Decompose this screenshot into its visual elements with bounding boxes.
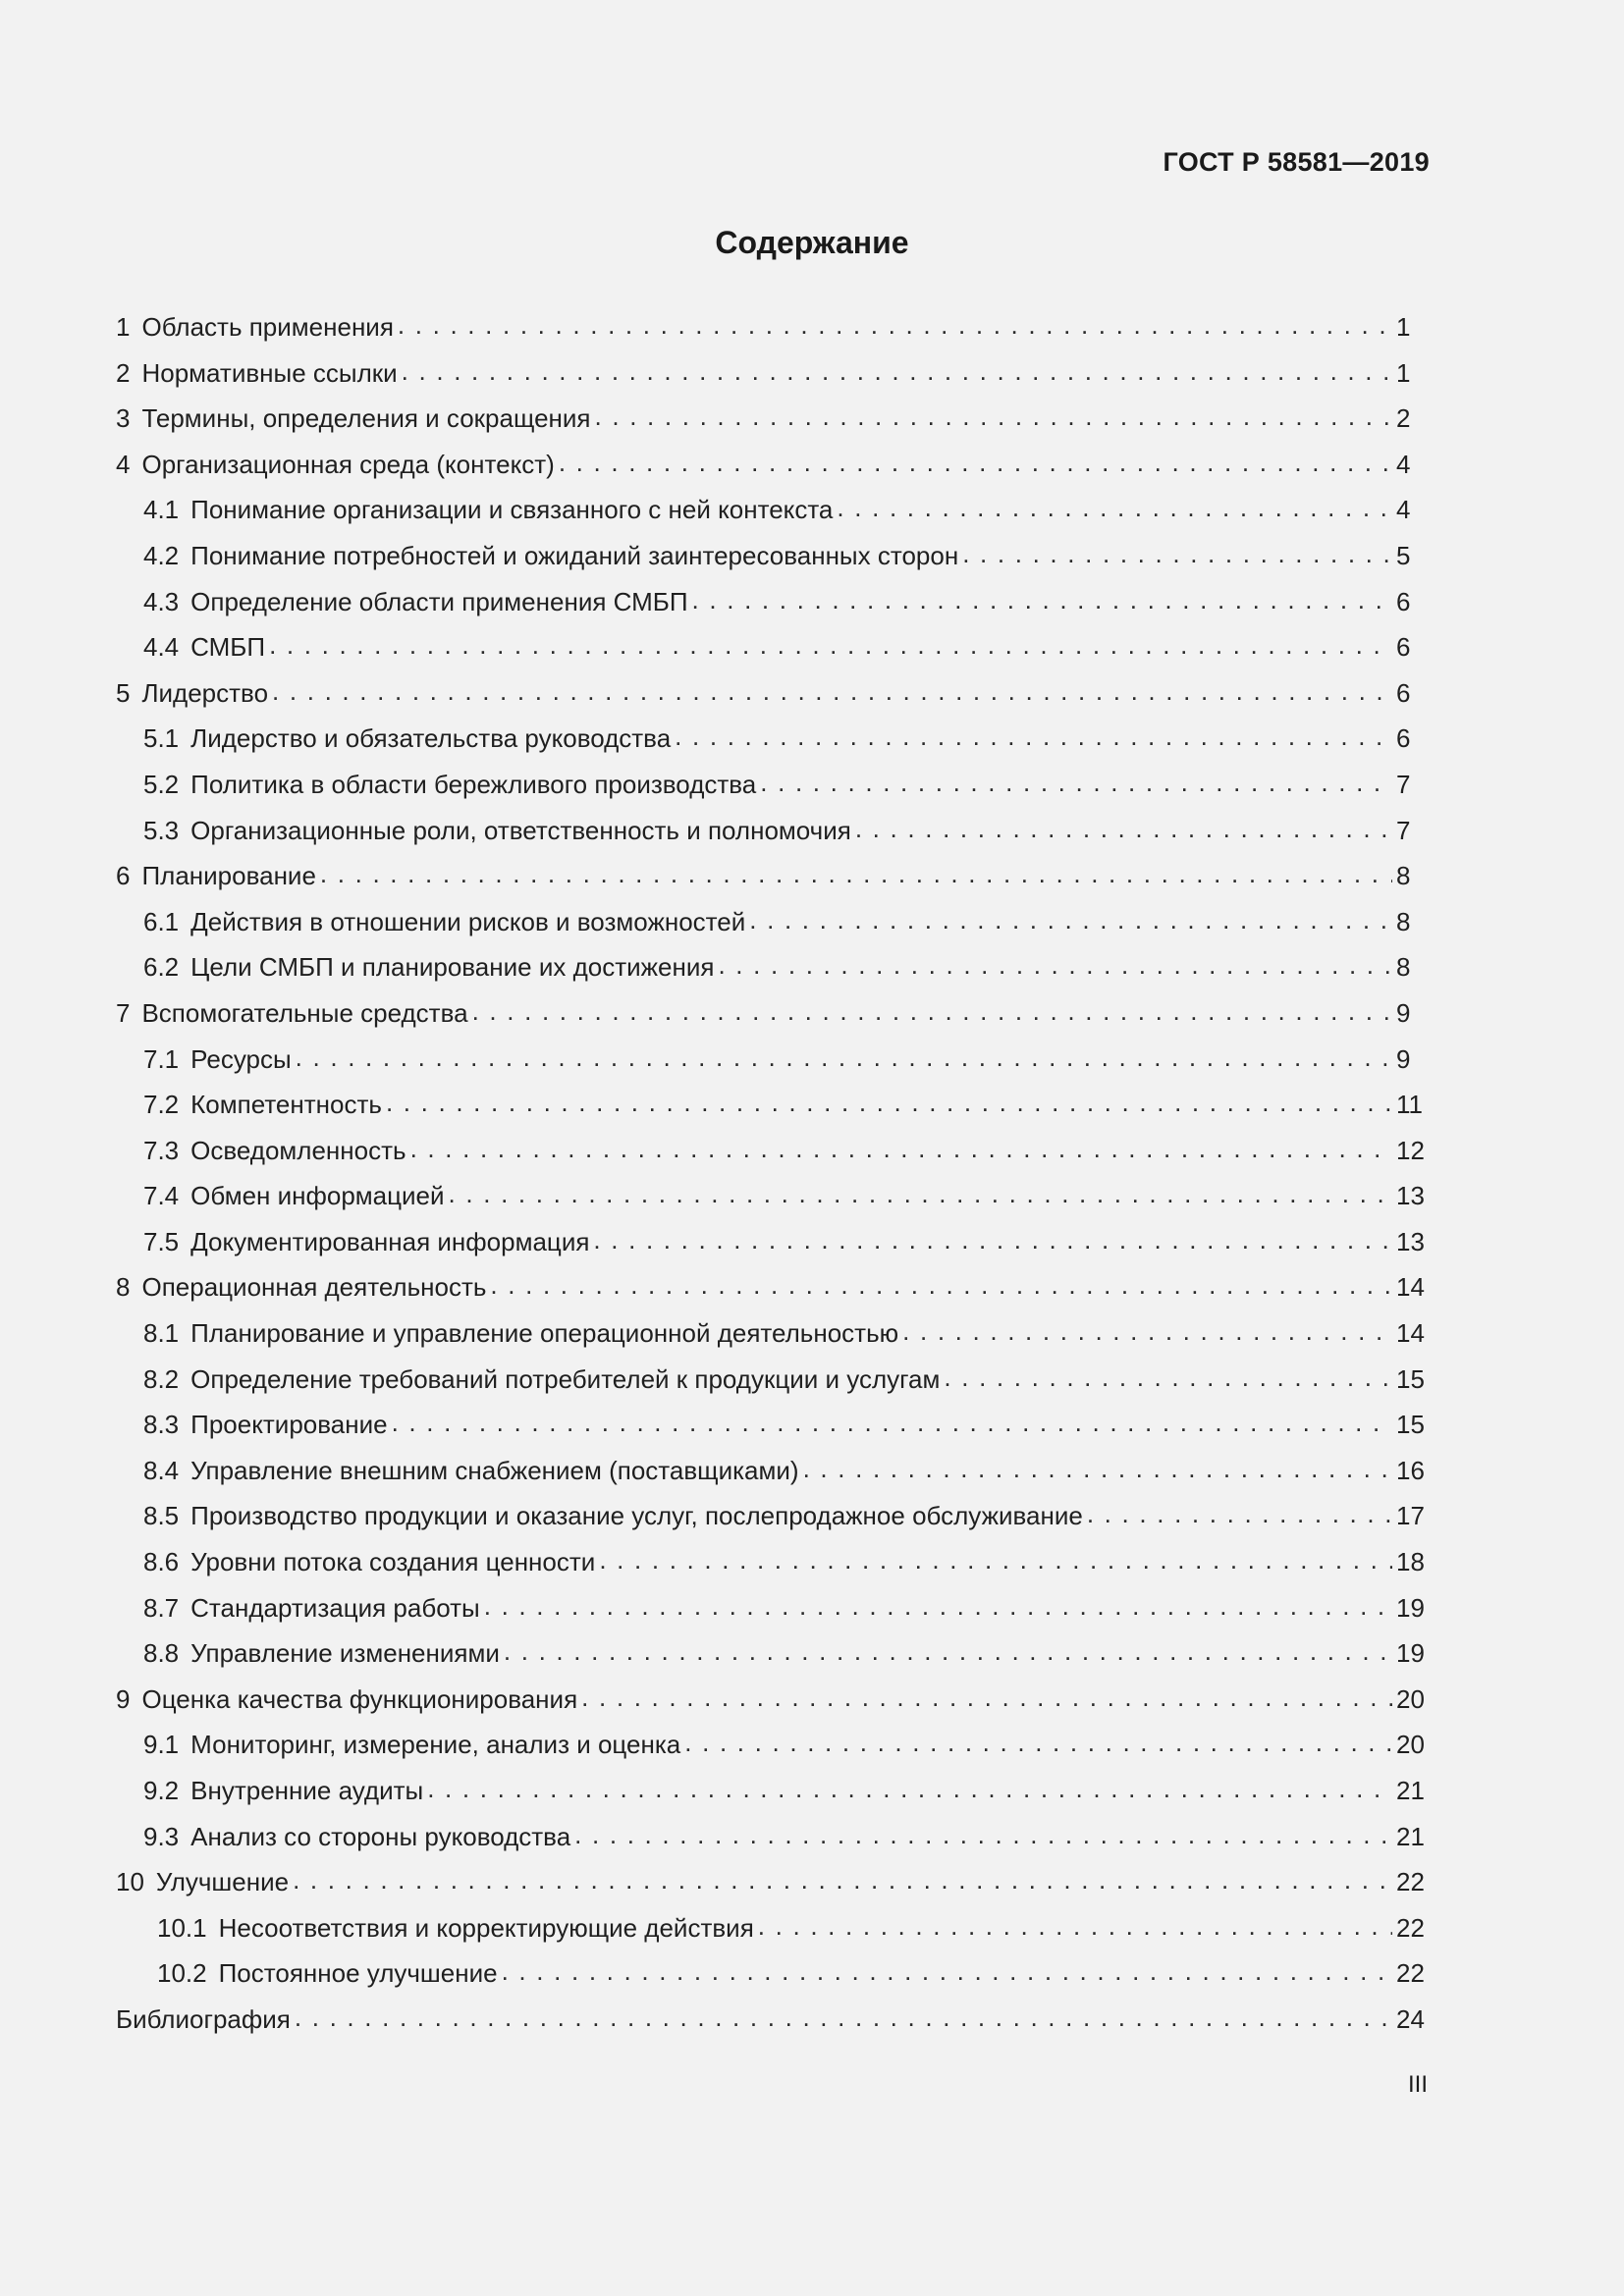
toc-entry-number: 8.2 xyxy=(143,1363,180,1394)
dot-leader xyxy=(559,440,1392,486)
toc-entry[interactable] xyxy=(116,1997,1432,2043)
dot-leader xyxy=(574,1812,1392,1858)
dot-leader xyxy=(293,1857,1392,1903)
dot-leader xyxy=(1087,1491,1392,1537)
toc-entry-page: 20 xyxy=(1396,1730,1425,1760)
toc-entry-title: Термины, определения и сокращения xyxy=(141,403,591,434)
toc-entry-number: 8.3 xyxy=(143,1410,180,1440)
toc-entry-title: Планирование и управление операционной деятельностью xyxy=(190,1318,899,1349)
toc-entry-title: Мониторинг, измерение, анализ и оценка xyxy=(190,1730,681,1760)
toc-entry-title: Обмен информацией xyxy=(190,1181,445,1211)
toc-entry[interactable] xyxy=(116,944,1432,990)
toc-entry-title: Область применения xyxy=(141,312,394,342)
toc-entry-page: 6 xyxy=(1396,586,1411,616)
toc-entry-page: 21 xyxy=(1396,1776,1425,1805)
toc-entry-page: 19 xyxy=(1396,1638,1425,1669)
toc-entry-title: Анализ со стороны руководства xyxy=(190,1821,571,1851)
toc-entry-page: 14 xyxy=(1396,1272,1425,1303)
toc-entry[interactable] xyxy=(116,1539,1432,1585)
toc-entry-page: 2 xyxy=(1396,403,1411,434)
toc-entry-number: 5 xyxy=(116,677,131,708)
toc-entry-title: Документированная информация xyxy=(190,1226,590,1256)
toc-entry[interactable] xyxy=(116,1722,1432,1768)
toc-entry-number: 5.2 xyxy=(143,769,180,799)
toc-entry-page: 6 xyxy=(1396,723,1411,754)
toc-entry-page: 20 xyxy=(1396,1683,1425,1714)
toc-entry-page: 1 xyxy=(1396,312,1411,342)
toc-entry[interactable] xyxy=(116,1173,1432,1219)
toc-entry-number: 6 xyxy=(116,861,131,891)
toc-entry-page: 15 xyxy=(1396,1410,1425,1440)
dot-leader xyxy=(855,806,1392,852)
dot-leader xyxy=(398,302,1392,348)
toc-entry[interactable] xyxy=(116,899,1432,945)
dot-leader xyxy=(593,1217,1392,1263)
toc-entry-number: 9.1 xyxy=(143,1730,180,1760)
dot-leader xyxy=(484,1583,1392,1629)
toc-entry[interactable] xyxy=(116,304,1432,350)
toc-entry-title: СМБП xyxy=(190,632,266,663)
toc-entry-title: Вспомогательные средства xyxy=(141,997,468,1028)
dot-leader xyxy=(595,394,1393,440)
toc-entry-page: 7 xyxy=(1396,815,1411,845)
dot-leader xyxy=(490,1262,1392,1308)
toc-entry[interactable] xyxy=(116,1950,1432,1997)
toc-entry-number: 9.3 xyxy=(143,1821,180,1851)
page-number: III xyxy=(1407,2071,1428,2098)
dot-leader xyxy=(449,1171,1392,1217)
toc-entry-number: 7.5 xyxy=(143,1226,180,1256)
toc-entry[interactable] xyxy=(116,1493,1432,1539)
toc-entry-page: 7 xyxy=(1396,769,1411,799)
dot-leader xyxy=(599,1537,1392,1583)
dot-leader xyxy=(427,1766,1392,1812)
toc-entry-title: Нормативные ссылки xyxy=(141,357,398,388)
toc-entry-number: 4.4 xyxy=(143,632,180,663)
toc-entry[interactable] xyxy=(116,670,1432,717)
toc-entry-title: Организационная среда (контекст) xyxy=(141,449,555,479)
toc-entry[interactable] xyxy=(116,1677,1432,1723)
toc-entry-title: Понимание организации и связанного с ней контекста xyxy=(190,495,834,525)
toc-entry-number: 7.3 xyxy=(143,1135,180,1165)
dot-leader xyxy=(504,1629,1392,1675)
toc-entry-page: 6 xyxy=(1396,677,1411,708)
toc-entry-title: Оценка качества функционирования xyxy=(141,1683,578,1714)
toc-entry-number: 3 xyxy=(116,403,131,434)
toc-entry[interactable] xyxy=(116,1859,1432,1905)
dot-leader xyxy=(803,1446,1392,1492)
toc-entry-page: 18 xyxy=(1396,1547,1425,1577)
dot-leader xyxy=(692,577,1392,623)
toc-entry-page: 17 xyxy=(1396,1501,1425,1531)
toc-entry-page: 22 xyxy=(1396,1867,1425,1897)
toc-entry-page: 8 xyxy=(1396,861,1411,891)
toc-entry-title: Компетентность xyxy=(190,1090,382,1120)
toc-entry[interactable] xyxy=(116,990,1432,1037)
dot-leader xyxy=(684,1720,1392,1766)
toc-entry-number: 4.2 xyxy=(143,540,180,570)
toc-entry-number: 5.1 xyxy=(143,723,180,754)
toc-entry-number: 10.2 xyxy=(157,1958,207,1989)
toc-entry-title: Организационные роли, ответственность и полномочия xyxy=(190,815,851,845)
toc-entry[interactable] xyxy=(116,808,1432,854)
toc-entry-page: 1 xyxy=(1396,357,1411,388)
toc-entry-title: Осведомленность xyxy=(190,1135,406,1165)
dot-leader xyxy=(269,622,1392,668)
toc-entry-title: Постоянное улучшение xyxy=(218,1958,498,1989)
toc-entry-title: Цели СМБП и планирование их достижения xyxy=(190,952,715,983)
toc-entry-page: 12 xyxy=(1396,1135,1425,1165)
dot-leader xyxy=(749,897,1392,943)
dot-leader xyxy=(581,1675,1392,1721)
toc-entry-number: 4.1 xyxy=(143,495,180,525)
toc-entry-title: Библиография xyxy=(116,2003,291,2034)
toc-entry[interactable] xyxy=(116,1630,1432,1677)
dot-leader xyxy=(760,760,1392,806)
dot-leader xyxy=(718,942,1392,988)
toc-entry-number: 9.2 xyxy=(143,1776,180,1805)
toc-entry-title: Операционная деятельность xyxy=(141,1272,487,1303)
toc-entry[interactable] xyxy=(116,1219,1432,1265)
toc-entry-page: 22 xyxy=(1396,1958,1425,1989)
toc-entry-title: Уровни потока создания ценности xyxy=(190,1547,596,1577)
toc-entry[interactable] xyxy=(116,762,1432,808)
toc-entry[interactable] xyxy=(116,1264,1432,1310)
dot-leader xyxy=(902,1308,1392,1355)
dot-leader xyxy=(944,1355,1392,1401)
toc-entry-number: 6.1 xyxy=(143,906,180,936)
toc-entry-page: 4 xyxy=(1396,449,1411,479)
toc-entry[interactable] xyxy=(116,716,1432,762)
dot-leader xyxy=(675,714,1392,760)
dot-leader xyxy=(837,485,1392,531)
toc-entry-page: 16 xyxy=(1396,1455,1425,1485)
toc-entry[interactable] xyxy=(116,1402,1432,1448)
toc-entry[interactable] xyxy=(116,487,1432,533)
dot-leader xyxy=(320,851,1392,897)
toc-entry-number: 8.1 xyxy=(143,1318,180,1349)
toc-entry[interactable] xyxy=(116,1037,1432,1083)
toc-entry-title: Проектирование xyxy=(190,1410,388,1440)
toc-entry[interactable] xyxy=(116,1814,1432,1860)
toc-entry-page: 4 xyxy=(1396,495,1411,525)
toc-entry-page: 15 xyxy=(1396,1363,1425,1394)
dot-leader xyxy=(410,1126,1392,1172)
dot-leader xyxy=(392,1400,1392,1446)
page-title: Содержание xyxy=(715,225,909,260)
toc-entry-number: 8.8 xyxy=(143,1638,180,1669)
toc-entry-title: Управление изменениями xyxy=(190,1638,500,1669)
toc-entry[interactable] xyxy=(116,1905,1432,1951)
toc-entry-title: Понимание потребностей и ожиданий заинтересованных сторон xyxy=(190,540,959,570)
toc-entry-page: 19 xyxy=(1396,1592,1425,1623)
toc-entry-number: 7.2 xyxy=(143,1090,180,1120)
toc-entry-title: Стандартизация работы xyxy=(190,1592,480,1623)
toc-entry-number: 4 xyxy=(116,449,131,479)
toc-entry-number: 4.3 xyxy=(143,586,180,616)
toc-entry-title: Лидерство и обязательства руководства xyxy=(190,723,672,754)
toc-entry[interactable] xyxy=(116,1357,1432,1403)
toc-entry[interactable] xyxy=(116,442,1432,488)
toc-entry-title: Политика в области бережливого производства xyxy=(190,769,757,799)
toc-entry-number: 7.1 xyxy=(143,1043,180,1074)
toc-entry-number: 10.1 xyxy=(157,1912,207,1943)
dot-leader xyxy=(402,348,1392,395)
dot-leader xyxy=(295,1995,1392,2041)
toc-entry-number: 7 xyxy=(116,997,131,1028)
toc-entry-number: 8.6 xyxy=(143,1547,180,1577)
dot-leader xyxy=(758,1903,1392,1949)
toc-entry-page: 22 xyxy=(1396,1912,1425,1943)
toc-entry-number: 7.4 xyxy=(143,1181,180,1211)
toc-entry[interactable] xyxy=(116,350,1432,397)
toc-entry-number: 8 xyxy=(116,1272,131,1303)
toc-entry-number: 8.5 xyxy=(143,1501,180,1531)
toc-entry-number: 10 xyxy=(116,1867,144,1897)
toc-entry-number: 1 xyxy=(116,312,131,342)
toc-entry-title: Улучшение xyxy=(155,1867,290,1897)
toc-entry-page: 14 xyxy=(1396,1318,1425,1349)
toc-entry-page: 8 xyxy=(1396,952,1411,983)
toc-entry-page: 11 xyxy=(1396,1090,1423,1120)
table-of-contents xyxy=(116,304,1432,2043)
toc-entry[interactable] xyxy=(116,396,1432,442)
toc-entry[interactable] xyxy=(116,853,1432,899)
toc-entry-title: Несоответствия и корректирующие действия xyxy=(218,1912,754,1943)
toc-entry[interactable] xyxy=(116,1448,1432,1494)
toc-entry[interactable] xyxy=(116,1768,1432,1814)
toc-entry-page: 5 xyxy=(1396,540,1411,570)
toc-entry-page: 13 xyxy=(1396,1181,1425,1211)
dot-leader xyxy=(502,1949,1392,1995)
toc-entry-title: Внутренние аудиты xyxy=(190,1776,424,1805)
toc-entry-title: Определение требований потребителей к продукции и услугам xyxy=(190,1363,941,1394)
toc-entry[interactable] xyxy=(116,1585,1432,1631)
toc-entry[interactable] xyxy=(116,1128,1432,1174)
toc-entry[interactable] xyxy=(116,624,1432,670)
toc-entry-page: 21 xyxy=(1396,1821,1425,1851)
toc-entry-number: 5.3 xyxy=(143,815,180,845)
toc-entry[interactable] xyxy=(116,1082,1432,1128)
toc-entry-page: 13 xyxy=(1396,1226,1425,1256)
toc-entry-page: 24 xyxy=(1396,2003,1425,2034)
toc-entry-page: 9 xyxy=(1396,1043,1411,1074)
document-id: ГОСТ Р 58581—2019 xyxy=(1163,147,1430,177)
toc-entry-number: 2 xyxy=(116,357,131,388)
dot-leader xyxy=(386,1080,1392,1126)
dot-leader xyxy=(272,668,1392,715)
toc-entry-page: 9 xyxy=(1396,997,1411,1028)
toc-entry-page: 8 xyxy=(1396,906,1411,936)
dot-leader xyxy=(962,531,1392,577)
toc-entry-title: Управление внешним снабжением (поставщиками) xyxy=(190,1455,799,1485)
toc-entry-number: 8.7 xyxy=(143,1592,180,1623)
toc-entry-title: Ресурсы xyxy=(190,1043,292,1074)
toc-entry-page: 6 xyxy=(1396,632,1411,663)
toc-entry-title: Производство продукции и оказание услуг, послепродажное обслуживание xyxy=(190,1501,1083,1531)
dot-leader xyxy=(472,988,1392,1035)
toc-entry[interactable] xyxy=(116,1310,1432,1357)
toc-entry-title: Определение области применения СМБП xyxy=(190,586,688,616)
toc-entry-title: Планирование xyxy=(141,861,316,891)
toc-entry-number: 6.2 xyxy=(143,952,180,983)
toc-entry-number: 8.4 xyxy=(143,1455,180,1485)
toc-entry-title: Лидерство xyxy=(141,677,269,708)
toc-entry-number: 9 xyxy=(116,1683,131,1714)
toc-entry[interactable] xyxy=(116,579,1432,625)
toc-entry[interactable] xyxy=(116,533,1432,579)
dot-leader xyxy=(296,1035,1392,1081)
toc-entry-title: Действия в отношении рисков и возможностей xyxy=(190,906,746,936)
